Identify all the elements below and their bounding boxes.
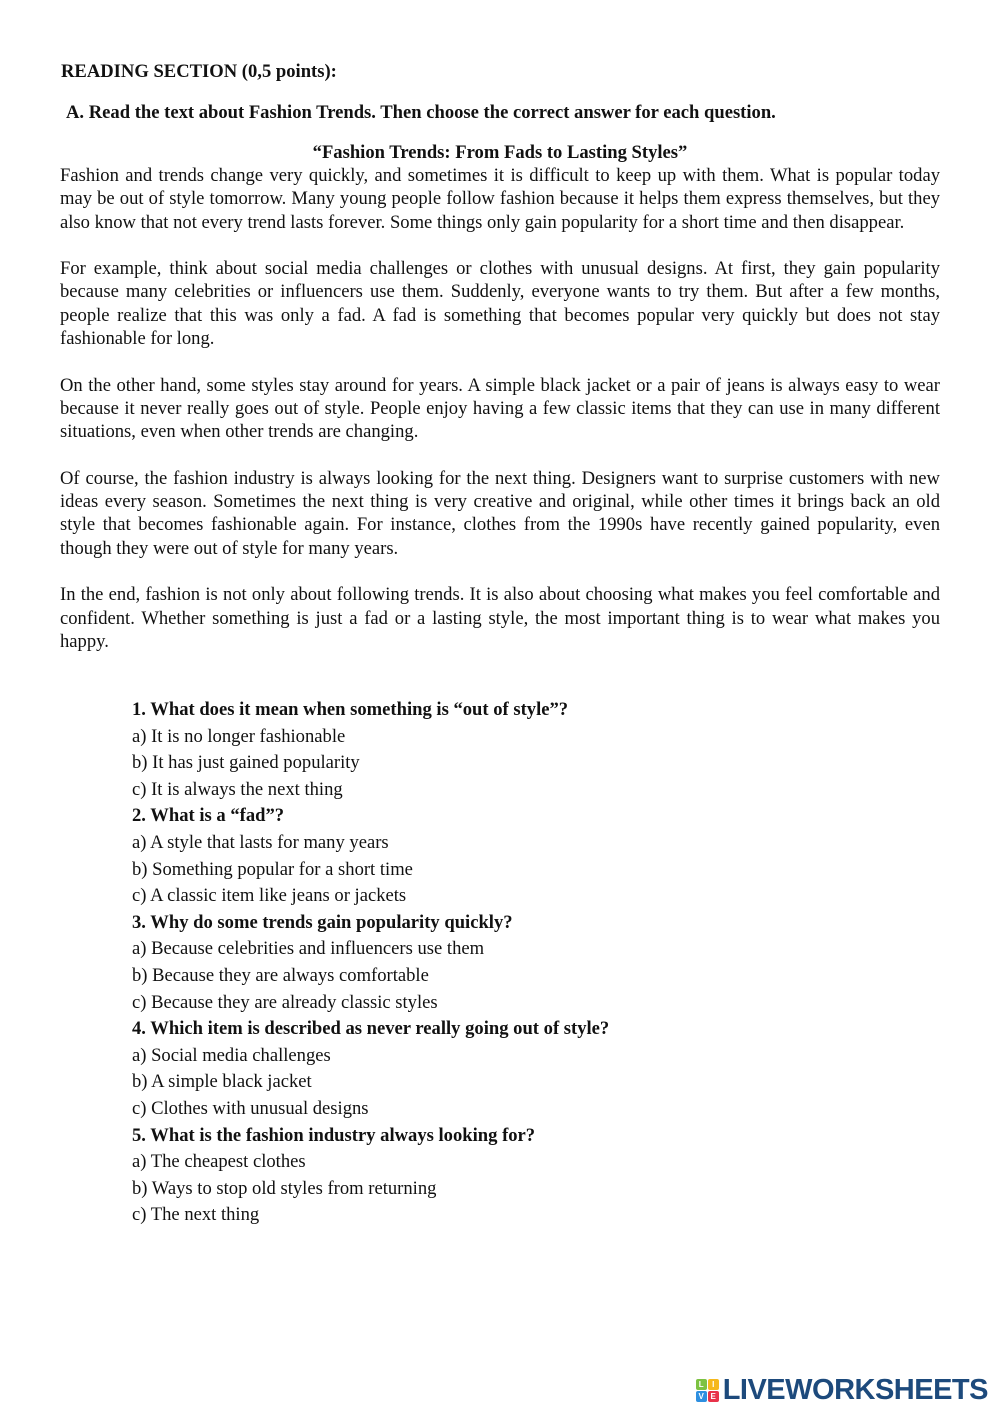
question: 3. Why do some trends gain popularity quickly? — [132, 911, 513, 933]
question: 5. What is the fashion industry always looking for? — [132, 1124, 536, 1146]
question: 4. Which item is described as never really going out of style? — [132, 1018, 610, 1040]
answer-option[interactable]: a) A style that lasts for many years — [132, 831, 389, 853]
logo-tile: V — [696, 1391, 707, 1402]
answer-option[interactable]: a) It is no longer fashionable — [132, 725, 346, 747]
answer-option[interactable]: a) Because celebrities and influencers use them — [132, 938, 485, 960]
answer-option[interactable]: b) A simple black jacket — [132, 1071, 312, 1093]
liveworksheets-logo — [696, 1374, 988, 1407]
paragraph: In the end, fashion is not only about following trends. It is also about choosing what makes you feel comfortable and confident. Whether something is just a fad or a lasting style, the most important thing is to wear what makes you happy. — [60, 584, 940, 652]
paragraph: For example, think about social media challenges or clothes with unusual designs. At first, they gain popularity because many celebrities or influencers use them. Suddenly, everyone wants to try them. But after a few months, people realize that this was only a fad. A fad is something that becomes popular very quickly but does not stay fashionable for long. — [60, 258, 940, 350]
section-heading: READING SECTION (0,5 points): — [61, 61, 337, 82]
logo-tile: E — [708, 1391, 719, 1402]
answer-option[interactable]: b) Ways to stop old styles from returning — [132, 1177, 437, 1199]
question: 2. What is a “fad”? — [132, 805, 285, 827]
instruction: A. Read the text about Fashion Trends. Then choose the correct answer for each question. — [66, 102, 776, 123]
answer-option[interactable]: c) The next thing — [132, 1204, 260, 1226]
paragraph: On the other hand, some styles stay around for years. A simple black jacket or a pair of jeans is always easy to wear because it never really goes out of style. People enjoy having a few classic items that they can use in many different situations, even when other trends are changing. — [60, 374, 940, 443]
paragraph: Of course, the fashion industry is always looking for the next thing. Designers want to surprise customers with new ideas every season. Sometimes the next thing is very creative and original, while other times it brings back an old style that becomes fashionable again. For instance, clothes from the 1990s have recently gained popularity, even though they were out of style for many years. — [60, 467, 940, 559]
logo-text: LIVEWORKSHEETS — [722, 1374, 988, 1406]
answer-option[interactable]: c) It is always the next thing — [132, 778, 343, 800]
answer-option[interactable]: a) Social media challenges — [132, 1044, 331, 1066]
question: 1. What does it mean when something is “out of style”? — [132, 699, 569, 720]
question-list — [132, 697, 609, 1229]
answer-option[interactable]: c) Clothes with unusual designs — [132, 1097, 369, 1119]
answer-option[interactable]: c) Because they are already classic styles — [132, 991, 438, 1013]
answer-option[interactable]: b) Something popular for a short time — [132, 858, 413, 880]
logo-tile: L — [696, 1379, 707, 1390]
answer-option[interactable]: b) Because they are always comfortable — [132, 964, 429, 986]
logo-tile: I — [708, 1379, 719, 1390]
passage-title: “Fashion Trends: From Fads to Lasting Styles” — [312, 142, 688, 163]
answer-option[interactable]: c) A classic item like jeans or jackets — [132, 885, 407, 907]
answer-option[interactable]: a) The cheapest clothes — [132, 1151, 306, 1173]
answer-option[interactable]: b) It has just gained popularity — [132, 752, 360, 774]
paragraph: Fashion and trends change very quickly, and sometimes it is difficult to keep up with them. What is popular today may be out of style tomorrow. Many young people follow fashion because it helps them express themselves, but they also know that not every trend lasts forever. Some things only gain popularity for a short time and then disappear. — [60, 165, 940, 233]
reading-passage — [60, 164, 940, 677]
logo-tiles-icon — [696, 1379, 719, 1402]
